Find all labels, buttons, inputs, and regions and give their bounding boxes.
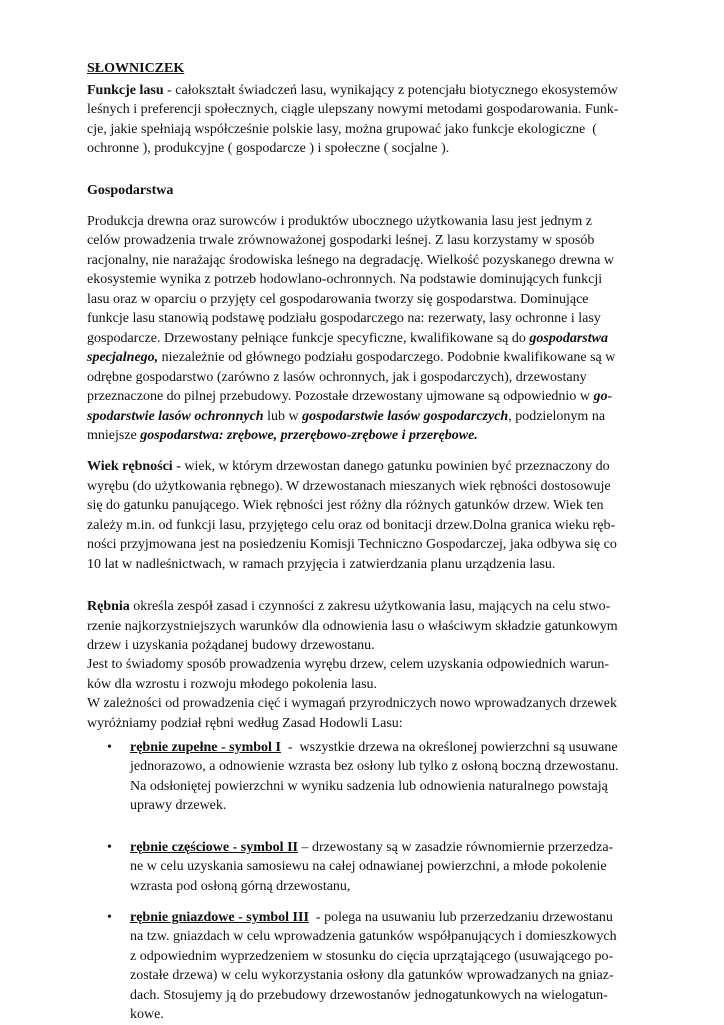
gosp-line-7 (87, 329, 608, 349)
gosp-emph: spodarstwie lasów ochronnych (87, 409, 264, 424)
gniazdowe-line-1 (130, 908, 613, 928)
rebnia-line-4: Jest to świadomy sposób prowadzenia wyrębu drzew, celem uzyskania odpowiednich warun- (87, 657, 609, 672)
bullet-icon: • (107, 910, 112, 925)
gniazdowe-line-2: na tzw. gniazdach w celu wprowadzenia gatunków współpanujących i domieszkowych (130, 929, 617, 944)
gosp-line-10 (87, 387, 612, 407)
term-funkcje-lasu: Funkcje lasu (87, 83, 164, 98)
term-rebnie-gniazdowe: rębnie gniazdowe - symbol III (130, 910, 309, 925)
gosp-line-3: racjonalny, nie narażając środowiska leśnego na degradację. Wielkość pozyskanego drewna w (87, 253, 614, 268)
wiek-line-3: się do gatunku panującego. Wiek rębności jest różny dla różnych gatunków drzew. Wiek ten (87, 498, 604, 513)
bullet-icon: • (107, 740, 112, 755)
heading-gospodarstwa: Gospodarstwa (87, 183, 174, 198)
gosp-line-5: lasu oraz w oparciu o przyjęty cel gospodarowania tworzy się gospodarstwa. Dominujące (87, 292, 589, 307)
funkcje-line-2: leśnych i preferencji społecznych, ciągle ulepszany nowymi metodami gospodarowania. Funk- (87, 102, 619, 117)
rebnia-line-2: rzenie najkorzystniejszych warunków dla odnowienia lasu o właściwym składzie gatunkowym (87, 619, 618, 634)
gosp-text: gospodarcze. Drzewostany pełniące funkcje specyficzne, kwalifikowane są do (87, 331, 530, 346)
wiek-line-5: ności przyjmowana jest na posiedzeniu Komisji Techniczno Gospodarczej, jaka odbywa się co (87, 537, 617, 552)
rebnia-line-1 (87, 597, 610, 617)
term-wiek-rebnosci: Wiek rębności - (87, 459, 181, 474)
gniazdowe-line-5: dach. Stosujemy ją do przebudowy drzewostanów jednogatunkowych na wielogatun- (130, 988, 608, 1003)
funkcje-line-4: ochronne ), produkcyjne ( gospodarcze ) i społeczne ( socjalne ). (87, 141, 450, 156)
rebnia-line-3: drzew i uzyskania pożądanej budowy drzewostanu. (87, 638, 375, 653)
wiek-line-1 (87, 457, 610, 477)
rebnia-line-5: ków dla wzrostu i rozwoju młodego pokolenia lasu. (87, 677, 378, 692)
wiek-line-6: 10 lat w nadleśnictwach, w ramach przyjęcia i zatwierdzania planu urządzenia lasu. (87, 557, 556, 572)
gniazdowe-line-3: z odpowiednim wyprzedzeniem w stosunku do cięcia uprzątającego (usuwającego po- (130, 949, 614, 964)
funkcje-line-3: cje, jakie spełniają współcześnie polskie lasy, można grupować jako funkcje ekologiczne ( (87, 122, 597, 137)
gosp-line-4: ekosystemie wynika z potrzeb hodowlano-ochronnych. Na podstawie dominujących funkcji (87, 272, 603, 287)
gosp-emph: gospodarstwa (529, 331, 608, 346)
czesciowe-line-1 (130, 838, 613, 858)
term-rebnie-czesciowe: rębnie częściowe - symbol II (130, 840, 298, 855)
funkcje-text: - całokształt świadczeń lasu, wynikający z potencjału biotycznego ekosystemów (163, 83, 618, 98)
gosp-line-1: Produkcja drewna oraz surowców i produktów ubocznego użytkowania lasu jest jednym z (87, 214, 593, 229)
zupelne-line-3: Na odsłoniętej powierzchni w wyniku sadzenia lub odnowienia naturalnego powstają (130, 779, 608, 794)
gosp-emph: gospodarstwie lasów gospodarczych (302, 409, 509, 424)
gosp-text: mniejsze (87, 428, 141, 443)
czesciowe-line-2: ne w celu uzyskania samosiewu na całej odnawianej powierzchni, a młode pokolenie (130, 859, 607, 874)
gniazdowe-text: - polega na usuwaniu lub przerzedzaniu drzewostanu (308, 910, 613, 925)
gosp-emph: gospodarstwa: zrębowe, przerębowo-zrębowe i przerębowe. (140, 428, 478, 443)
bullet-icon: • (107, 840, 112, 855)
gosp-text: , podzielonym na (508, 409, 606, 424)
gosp-emph: go- (593, 389, 613, 404)
gosp-line-2: celów prowadzenia trwale zrównoważonej gospodarki leśnej. Z lasu korzystamy w sposób (87, 233, 595, 248)
page-title: SŁOWNICZEK (87, 61, 185, 76)
gniazdowe-line-6: kowe. (130, 1007, 164, 1022)
term-rebnie-zupelne: rębnie zupełne - symbol I (130, 740, 281, 755)
rebnia-line-7: wyróżniamy podział rębni według Zasad Hodowli Lasu: (87, 716, 403, 731)
czesciowe-text: – drzewostany są w zasadzie równomiernie przerzedza- (297, 840, 614, 855)
gosp-text: niezależnie od głównego podziału gospodarczego. Podobnie kwalifikowane są w (158, 350, 616, 365)
gosp-line-8 (87, 348, 615, 368)
gosp-text: lub w (263, 409, 303, 424)
czesciowe-line-3: wzrasta pod osłoną górną drzewostanu, (130, 879, 351, 894)
gosp-text: przeznaczone do pilnej przebudowy. Pozostałe drzewostany ujmowane są odpowiednio w (87, 389, 594, 404)
gosp-line-12 (87, 426, 478, 446)
rebnia-line-6: W zależności od prowadzenia cięć i wymagań przyrodniczych nowo wprowadzanych drzewek (87, 696, 617, 711)
gosp-line-11 (87, 407, 605, 427)
gosp-line-9: odrębne gospodarstwo (zarówno z lasów ochronnych, jak i gospodarczych), drzewostany (87, 370, 587, 385)
zupelne-line-2: jednorazowo, a odnowienie wzrasta bez osłony lub tylko z osłoną boczną drzewostanu. (130, 759, 619, 774)
wiek-text: wiek, w którym drzewostan danego gatunku powinien być przeznaczony do (180, 459, 610, 474)
term-rebnia: Rębnia (87, 599, 130, 614)
wiek-line-2: wyrębu (do użytkowania rębnego). W drzewostanach mieszanych wiek rębności dostosowuje (87, 479, 611, 494)
gosp-line-6: funkcje lasu stanowią podstawę podziału gospodarczego na: rezerwaty, lasy ochronne i lasy (87, 311, 601, 326)
zupelne-line-4: uprawy drzewek. (130, 798, 227, 813)
gosp-emph: specjalnego, (87, 350, 159, 365)
zupelne-text: - wszystkie drzewa na określonej powierzchni są usuwane (280, 740, 618, 755)
zupelne-line-1 (130, 738, 618, 758)
rebnia-text: określa zespół zasad i czynności z zakresu użytkowania lasu, mających na celu stwo- (129, 599, 611, 614)
wiek-line-4: zależy m.in. od funkcji lasu, przyjętego celu oraz od bonitacji drzew.Dolna granica wieku ręb- (87, 518, 616, 533)
gniazdowe-line-4: zostałe drzewa) w celu wykorzystania osłony dla gatunków wprowadzanych na gniaz- (130, 968, 614, 983)
funkcje-line-1 (87, 81, 618, 101)
